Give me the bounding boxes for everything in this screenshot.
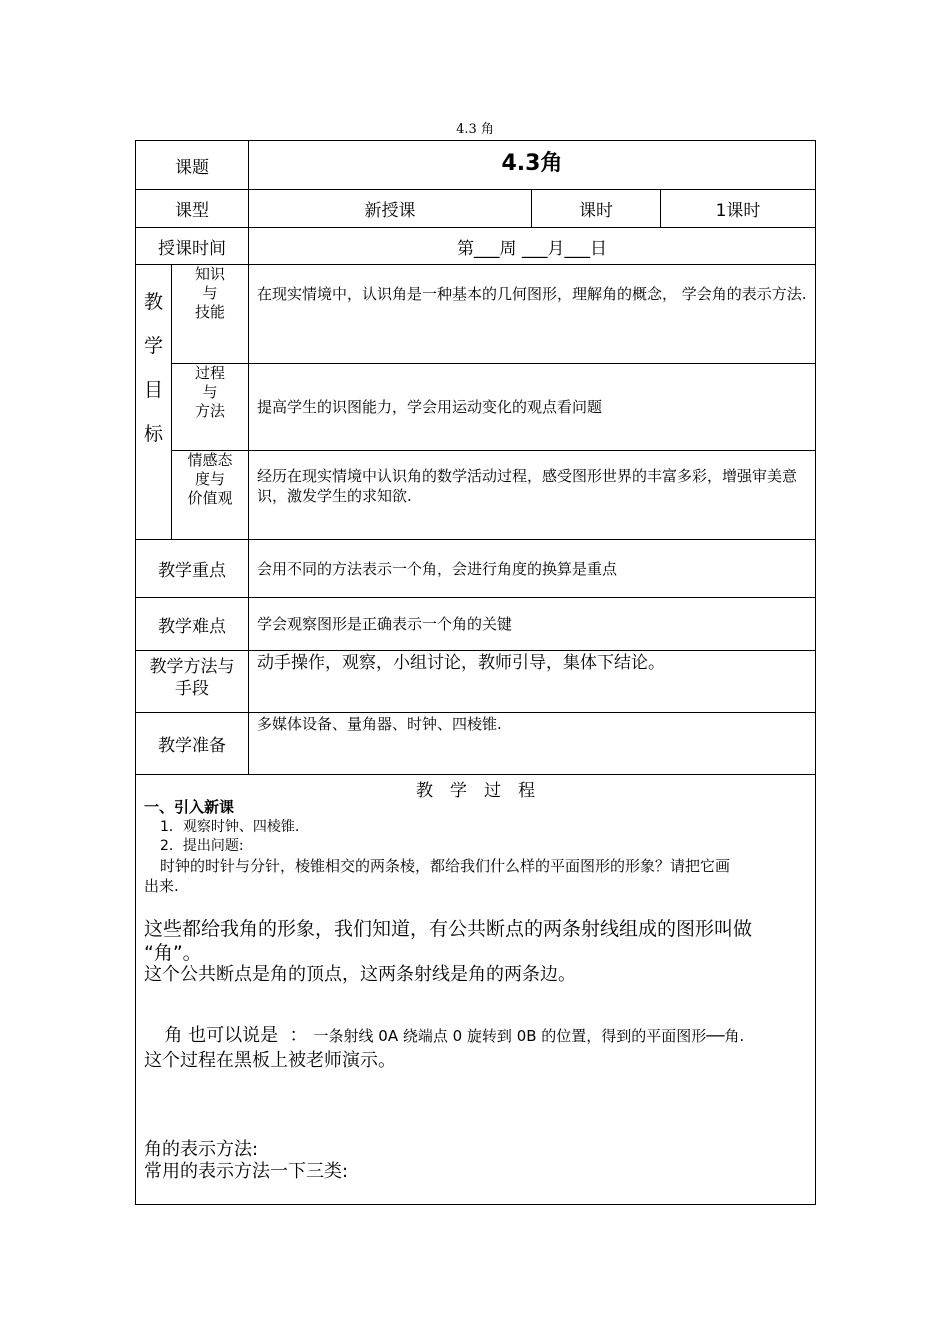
difficulty-label: 教学难点 — [158, 616, 226, 637]
method-value: 动手操作，观察，小组讨论，教师引导，集体下结论。 — [257, 653, 665, 673]
definition-text: 这些都给我角的形象，我们知道，有公共断点的两条射线组成的图形叫做 — [144, 918, 753, 940]
goal-label-line: 技能 — [194, 303, 225, 321]
method-label-line: 手段 — [175, 679, 209, 699]
goal-label-line: 与 — [202, 383, 218, 401]
goal-process-label — [172, 364, 248, 424]
goals-label-char: 教 — [143, 291, 163, 313]
goal-label-line: 知识 — [194, 265, 225, 283]
section-title: 一、引入新课 — [144, 798, 235, 816]
method-label — [136, 656, 248, 700]
goal-emotion-content: 经历在现实情境中认识角的数学活动过程，感受图形世界的丰富多彩，增强审美意识，激发学生的求知欲. — [257, 467, 798, 505]
process-heading: 教 学 过 程 — [416, 781, 535, 801]
topic-label: 课题 — [175, 157, 209, 178]
key-point-value: 会用不同的方法表示一个角，会进行角度的换算是重点 — [257, 560, 618, 578]
difficulty-value: 学会观察图形是正确表示一个角的关键 — [257, 615, 513, 633]
representation-subtitle: 常用的表示方法一下三类: — [144, 1161, 349, 1182]
goals-label — [136, 265, 171, 539]
process-item: 2．提出问题: — [160, 838, 244, 854]
prep-label: 教学准备 — [158, 736, 226, 756]
time-label: 授课时间 — [158, 238, 226, 259]
goals-label-char: 目 — [143, 379, 163, 401]
definition-text: 这个公共断点是角的顶点，这两条射线是角的两条边。 — [144, 964, 576, 985]
goal-knowledge-label — [172, 265, 248, 325]
type-label: 课型 — [175, 201, 209, 221]
goal-knowledge-content: 在现实情境中，认识角是一种基本的几何图形，理解角的概念， 学会角的表示方法. — [257, 285, 807, 303]
key-point-label: 教学重点 — [158, 561, 226, 581]
question-text: 出来. — [144, 877, 179, 895]
goal-label-line: 方法 — [194, 402, 225, 420]
goal-label-line: 价值观 — [187, 489, 233, 507]
definition-text: “角”。 — [144, 942, 202, 964]
prep-value: 多媒体设备、量角器、时钟、四棱锥. — [257, 715, 502, 733]
goal-label-line: 度与 — [194, 470, 225, 488]
alt-definition-rest: 一条射线 0A 绕端点 0 旋转到 0B 的位置，得到的平面图形──角. — [313, 1027, 745, 1045]
process-item: 1．观察时钟、四棱锥. — [160, 819, 300, 835]
goal-label-line: 过程 — [194, 364, 225, 382]
representation-title: 角的表示方法: — [144, 1139, 259, 1160]
demo-text: 这个过程在黑板上被老师演示。 — [144, 1050, 396, 1071]
document-title: 4.3 角 — [456, 122, 494, 137]
time-value: 第___周 ___月___日 — [457, 238, 607, 259]
topic-value: 4.3角 — [501, 150, 563, 176]
hours-value: 1课时 — [715, 201, 761, 221]
goal-label-line: 情感态 — [187, 451, 233, 469]
hours-label: 课时 — [579, 201, 613, 221]
process-body — [144, 797, 812, 1197]
question-text: 时钟的时针与分针，棱锥相交的两条棱，都给我们什么样的平面图形的形象？请把它画 — [160, 857, 731, 875]
type-value: 新授课 — [364, 201, 416, 221]
method-label-line: 教学方法与 — [149, 657, 235, 677]
goal-label-line: 与 — [202, 284, 218, 302]
goals-label-char: 学 — [143, 335, 163, 357]
goals-label-char: 标 — [143, 423, 163, 445]
goal-emotion-label — [172, 451, 248, 511]
alt-definition-prefix: 角 也可以说是 ： — [164, 1025, 308, 1046]
goal-process-content: 提高学生的识图能力，学会用运动变化的观点看问题 — [257, 398, 603, 416]
